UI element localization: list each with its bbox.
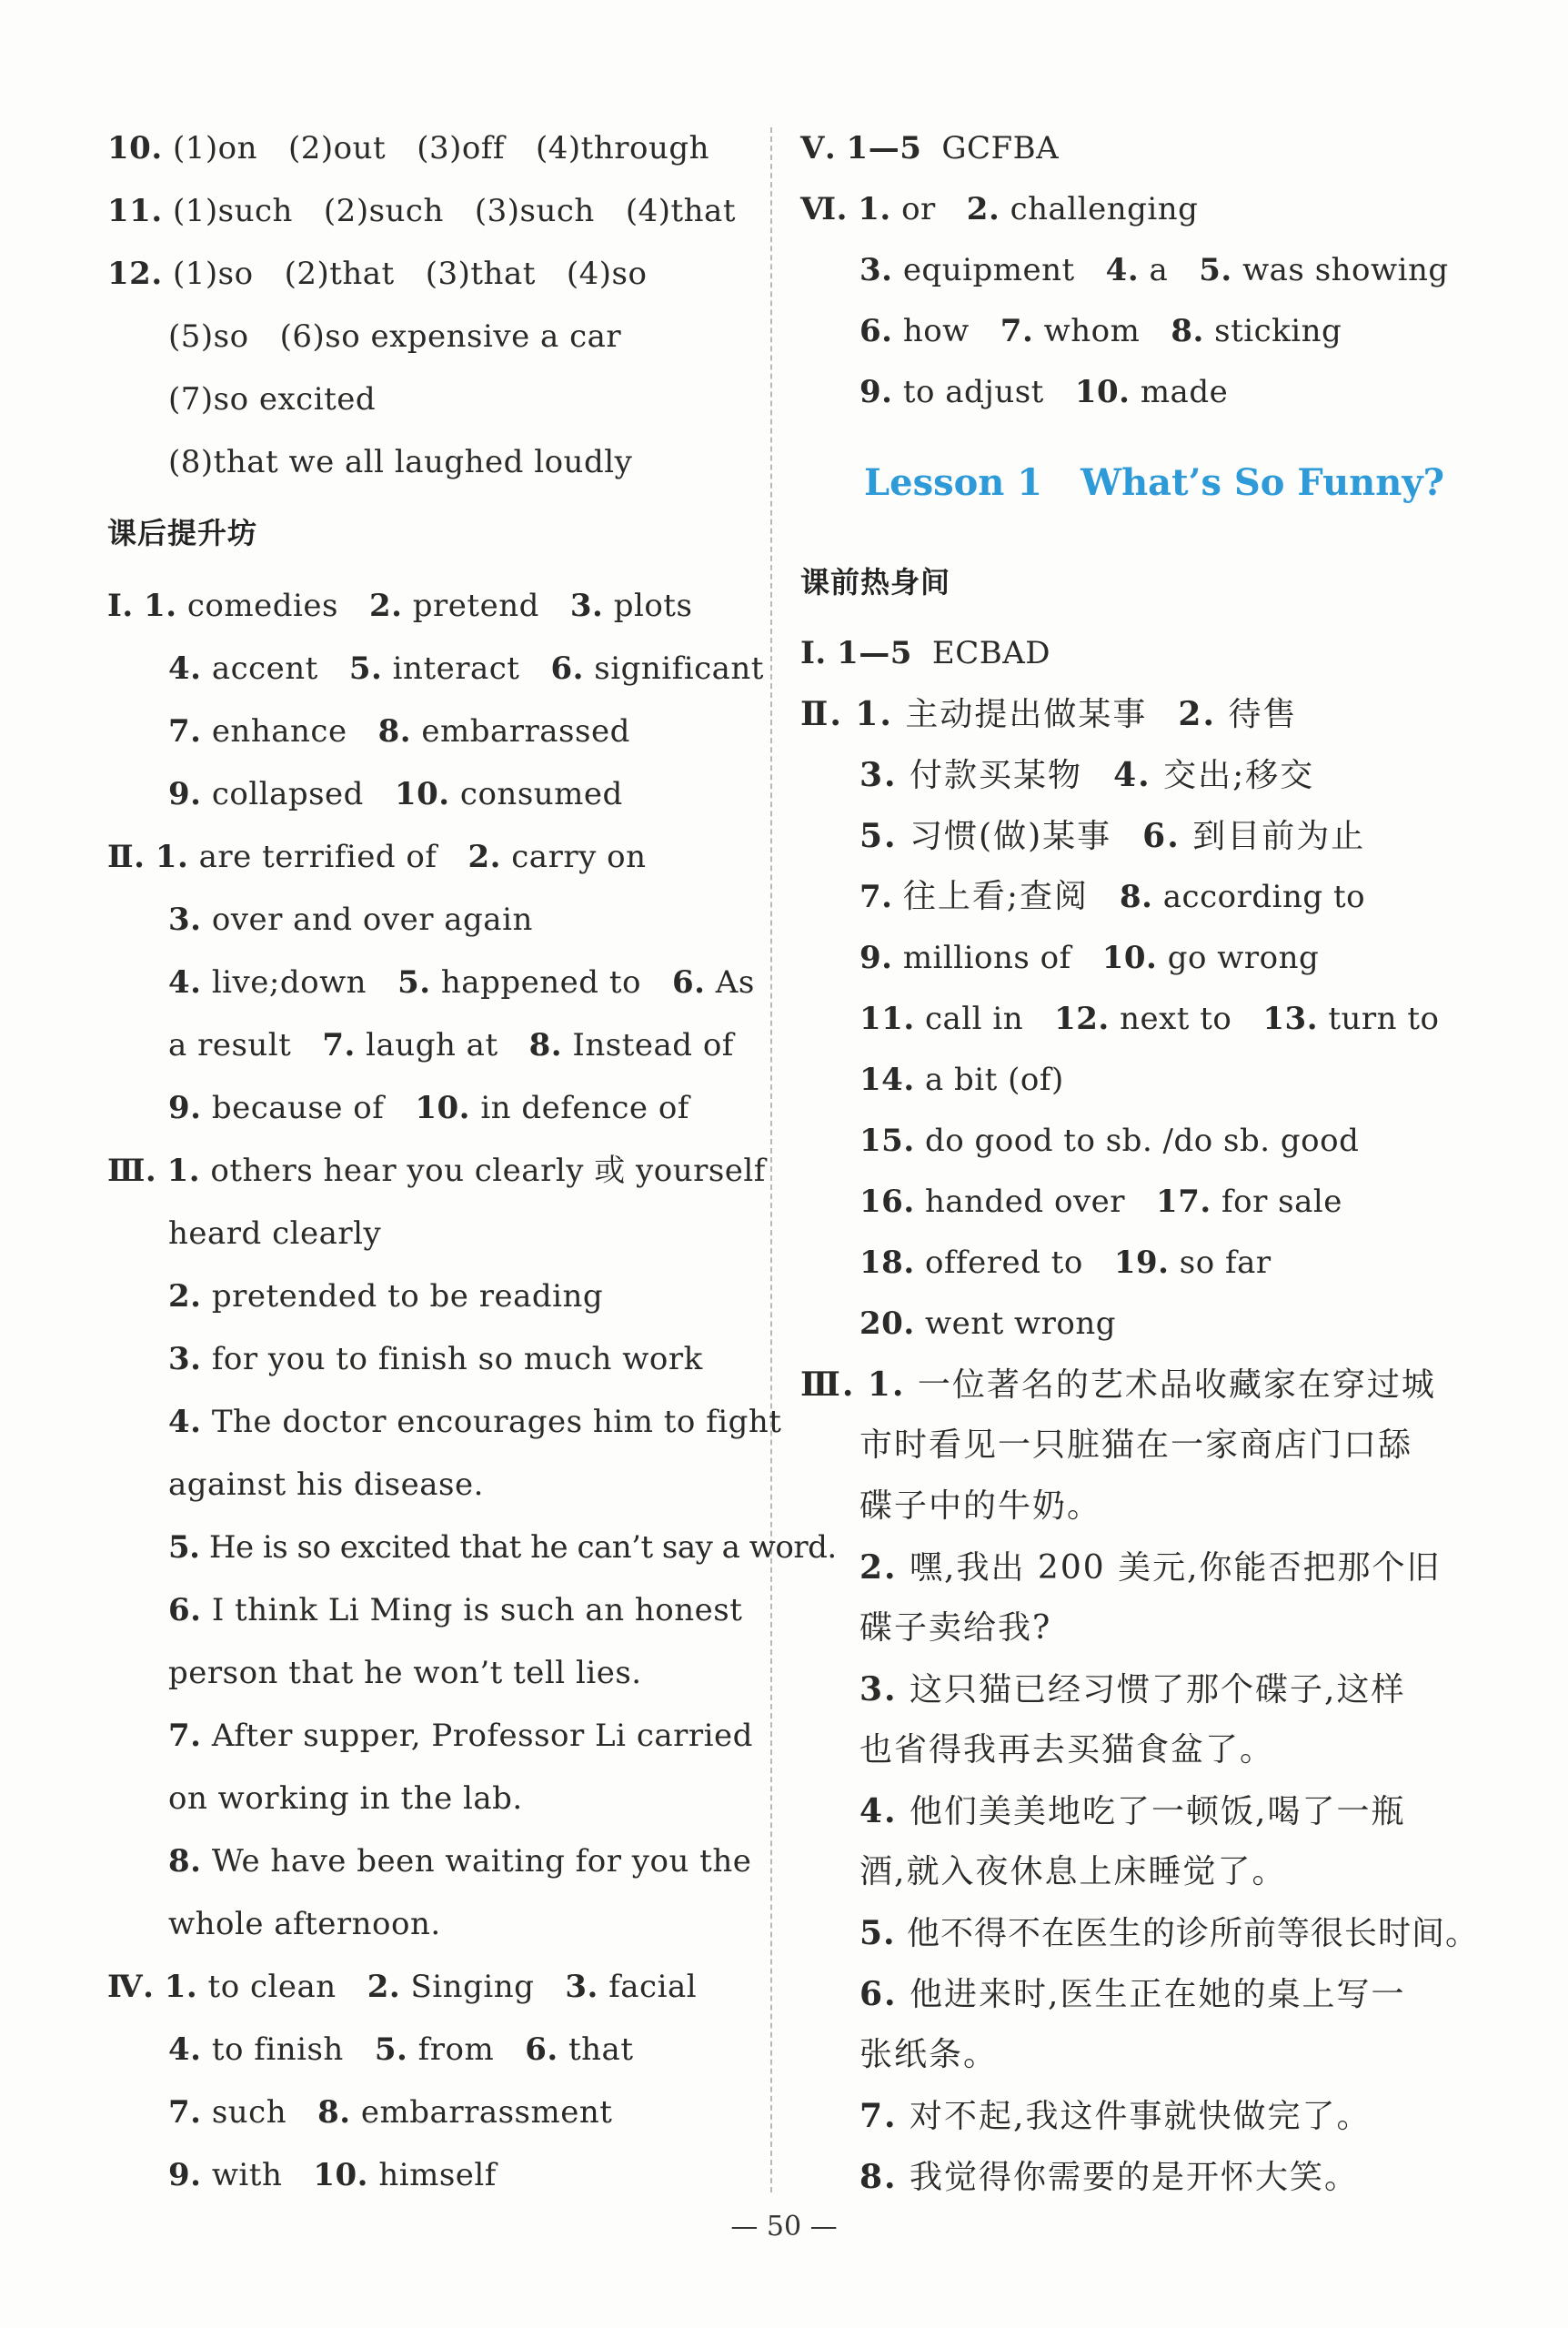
section-2-line: Ⅱ. 1. are terrified of 2. carry on <box>107 839 647 875</box>
right-section-3-line: 碟子中的牛奶。 <box>859 1487 1102 1525</box>
section-3-line: person that he won’t tell lies. <box>168 1655 642 1691</box>
section-1-line: 4. accent 5. interact 6. significant <box>168 650 764 687</box>
section-2-line: 3. over and over again <box>168 902 533 938</box>
lesson-label: Lesson 1 <box>864 461 1043 504</box>
lesson-title: What’s So Funny? <box>1081 461 1445 504</box>
section-3-line: on working in the lab. <box>168 1780 523 1817</box>
section-6-line: 3. equipment 4. a 5. was showing <box>859 252 1449 288</box>
section-4-line: 4. to finish 5. from 6. that <box>168 2031 634 2068</box>
section-3-line: whole afternoon. <box>168 1906 441 1942</box>
right-section-3-line: 2. 嘿,我出 200 美元,你能否把那个旧 <box>859 1548 1442 1587</box>
right-section-2-line: 16. handed over 17. for sale <box>859 1184 1342 1220</box>
section-title-before-class: 课前热身间 <box>800 565 951 600</box>
section-6-line: 6. how 7. whom 8. sticking <box>859 313 1342 349</box>
right-section-2-line: 15. do good to sb. /do sb. good <box>859 1123 1360 1159</box>
section-3-line: 7. After supper, Professor Li carried <box>168 1718 753 1754</box>
right-section-2-line: 20. went wrong <box>859 1305 1117 1342</box>
right-section-1-line: Ⅰ. 1—5 ECBAD <box>800 635 1051 671</box>
right-section-2-line: 5. 习惯(做)某事 6. 到目前为止 <box>859 817 1366 855</box>
right-section-3-line: 8. 我觉得你需要的是开怀大笑。 <box>859 2158 1360 2196</box>
right-section-3-line: 市时看见一只脏猫在一家商店门口舔 <box>859 1426 1413 1464</box>
section-3-line: 5. He is so excited that he can’t say a word. <box>168 1529 837 1566</box>
right-section-2-line: 7. 往上看;查阅 8. according to <box>859 878 1366 915</box>
section-2-line: 4. live;down 5. happened to 6. As <box>168 964 755 1001</box>
right-section-2-line: Ⅱ. 1. 主动提出做某事 2. 待售 <box>800 695 1298 733</box>
section-3-line: heard clearly <box>168 1215 382 1252</box>
section-1-line: 9. collapsed 10. consumed <box>168 776 623 812</box>
section-1-line: 7. enhance 8. embarrassed <box>168 713 630 750</box>
section-4-line: 9. with 10. himself <box>168 2157 497 2193</box>
section-5-line: Ⅴ. 1—5 GCFBA <box>800 130 1060 166</box>
right-section-3-line: 6. 他进来时,医生正在她的桌上写一 <box>859 1975 1406 2013</box>
section-3-line: Ⅲ. 1. others hear you clearly 或 yourself <box>107 1153 766 1189</box>
right-section-3-line: 5. 他不得不在医生的诊所前等很长时间。 <box>859 1914 1480 1952</box>
right-section-3-line: 碟子卖给我? <box>859 1609 1052 1647</box>
section-3-line: 6. I think Li Ming is such an honest <box>168 1592 743 1628</box>
right-section-3-line: 酒,就入夜休息上床睡觉了。 <box>859 1853 1287 1890</box>
right-section-2-line: 11. call in 12. next to 13. turn to <box>859 1001 1440 1037</box>
section-1-line: Ⅰ. 1. comedies 2. pretend 3. plots <box>107 588 693 624</box>
answer-line-11: 11. (1)such (2)such (3)such (4)that <box>107 193 736 229</box>
section-4-line: 7. such 8. embarrassment <box>168 2094 613 2131</box>
section-4-line: Ⅳ. 1. to clean 2. Singing 3. facial <box>107 1969 698 2005</box>
column-divider <box>770 127 772 2192</box>
answer-line-10: 10. (1)on (2)out (3)off (4)through <box>107 130 710 166</box>
answer-line-12: 12. (1)so (2)that (3)that (4)so <box>107 256 648 292</box>
right-section-3-line: 4. 他们美美地吃了一顿饭,喝了一瓶 <box>859 1792 1406 1830</box>
answer-line-12-cont: (7)so excited <box>168 381 377 418</box>
section-3-line: 3. for you to finish so much work <box>168 1341 703 1377</box>
section-3-line: against his disease. <box>168 1466 484 1503</box>
section-3-line: 2. pretended to be reading <box>168 1278 604 1315</box>
section-title-after-class: 课后提升坊 <box>107 516 258 550</box>
answer-line-12-cont: (5)so (6)so expensive a car <box>168 318 622 355</box>
section-3-line: 4. The doctor encourages him to fight <box>168 1404 782 1440</box>
right-section-3-line: 张纸条。 <box>859 2036 999 2073</box>
section-3-line: 8. We have been waiting for you the <box>168 1843 752 1880</box>
lesson-heading <box>864 462 1444 504</box>
section-2-line: 9. because of 10. in defence of <box>168 1090 689 1126</box>
right-section-3-line: 3. 这只猫已经习惯了那个碟子,这样 <box>859 1670 1406 1708</box>
right-section-3-line: 也省得我再去买猫食盆了。 <box>859 1731 1275 1769</box>
right-section-2-line: 3. 付款买某物 4. 交出;移交 <box>859 756 1315 794</box>
right-section-2-line: 14. a bit (of) <box>859 1062 1064 1098</box>
answer-line-12-cont: (8)that we all laughed loudly <box>168 444 633 480</box>
section-2-line: a result 7. laugh at 8. Instead of <box>168 1027 734 1063</box>
section-6-line: Ⅵ. 1. or 2. challenging <box>800 191 1199 227</box>
page-number: — 50 — <box>730 2211 838 2242</box>
right-section-2-line: 9. millions of 10. go wrong <box>859 940 1320 976</box>
right-section-3-line: Ⅲ. 1. 一位著名的艺术品收藏家在穿过城 <box>800 1366 1436 1404</box>
right-section-2-line: 18. offered to 19. so far <box>859 1245 1271 1281</box>
right-section-3-line: 7. 对不起,我这件事就快做完了。 <box>859 2097 1372 2135</box>
section-6-line: 9. to adjust 10. made <box>859 374 1229 410</box>
